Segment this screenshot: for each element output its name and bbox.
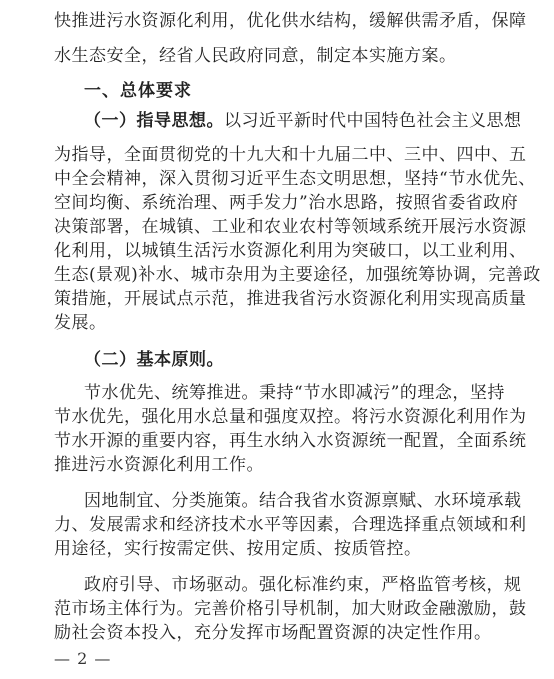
page-number: — 2 — bbox=[54, 649, 112, 668]
guiding-text-1: 以习近平新时代中国特色社会主义思想 bbox=[224, 111, 522, 131]
guiding-line-9: 发展。 bbox=[54, 313, 107, 333]
principle3-line-3: 励社会资本投入，充分发挥市场配置资源的决定性作用。 bbox=[54, 623, 492, 643]
guiding-line-8: 策措施，开展试点示范，推进我省污水资源化利用实现高质量 bbox=[54, 289, 527, 309]
principle1-line-3: 节水开源的重要内容，再生水纳入水资源统一配置，全面系统 bbox=[54, 431, 527, 451]
section-heading-general-requirements: 一、总体要求 bbox=[84, 81, 192, 101]
intro-line-1: 快推进污水资源化利用，优化供水结构，缓解供需矛盾，保障 bbox=[54, 11, 527, 31]
intro-line-2: 水生态安全，经省人民政府同意，制定本实施方案。 bbox=[54, 46, 457, 66]
principle2-line-3: 用途径，实行按需定供、按用定质、按质管控。 bbox=[54, 539, 422, 559]
guiding-heading: （一）指导思想。 bbox=[84, 111, 224, 131]
guiding-line-4: 空间均衡、系统治理、两手发力”治水思路，按照省委省政府 bbox=[54, 193, 519, 213]
principle1-line-2: 节水优先，强化用水总量和强度双控。将污水资源化利用作为 bbox=[54, 407, 527, 427]
principle2-line-1: 因地制宜、分类施策。结合我省水资源禀赋、水环境承载 bbox=[84, 491, 522, 511]
principle1-line-1: 节水优先、统筹推进。秉持“节水即减污”的理念，坚持 bbox=[84, 383, 505, 403]
principles-heading: （二）基本原则。 bbox=[84, 350, 224, 370]
principle3-line-2: 范市场主体行为。完善价格引导机制，加大财政金融激励，鼓 bbox=[54, 599, 527, 619]
guiding-line-3: 中全会精神，深入贯彻习近平生态文明思想，坚持“节水优先、 bbox=[54, 169, 536, 189]
guiding-line-6: 化利用，以城镇生活污水资源化利用为突破口，以工业利用、 bbox=[54, 241, 527, 261]
guiding-line-5: 决策部署，在城镇、工业和农业农村等领域系统开展污水资源 bbox=[54, 217, 527, 237]
principle1-line-4: 推进污水资源化利用工作。 bbox=[54, 455, 264, 475]
principle3-line-1: 政府引导、市场驱动。强化标准约束，严格监管考核，规 bbox=[84, 575, 522, 595]
principle2-line-2: 力、发展需求和经济技术水平等因素，合理选择重点领域和利 bbox=[54, 515, 527, 535]
guiding-paragraph-line-1 bbox=[84, 111, 522, 131]
guiding-line-7: 生态(景观)补水、城市杂用为主要途径，加强统筹协调，完善政 bbox=[54, 265, 541, 285]
guiding-line-2: 为指导，全面贯彻党的十九大和十九届二中、三中、四中、五 bbox=[54, 145, 527, 165]
